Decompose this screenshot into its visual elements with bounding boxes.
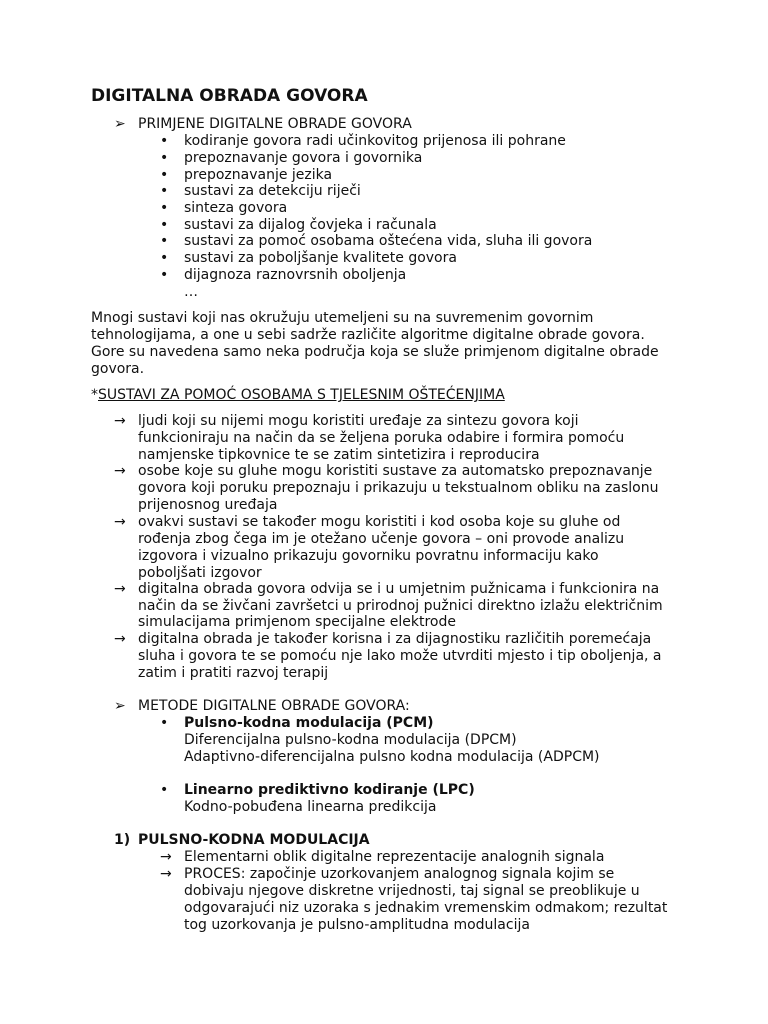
method-title-lpc: Linearno prediktivno kodiranje (LPC) (184, 782, 475, 798)
section-heading-applications: PRIMJENE DIGITALNE OBRADE GOVORA (138, 116, 412, 132)
list-item-line: izgovora i vizualno prikazuju govorniku povratnu informaciju kako (138, 548, 599, 564)
section-marker: ➢ (114, 698, 126, 714)
bullet: • (160, 233, 169, 249)
list-item-line: zatim i pratiti razvoj terapij (138, 665, 329, 681)
section-heading-methods: METODE DIGITALNE OBRADE GOVORA: (138, 698, 410, 714)
list-item-line: Elementarni oblik digitalne reprezentacije analognih signala (184, 849, 605, 865)
arrow-icon: → (114, 514, 126, 530)
method-subitem: Kodno-pobuđena linearna predikcija (184, 799, 437, 815)
section-heading-assistive (91, 387, 505, 404)
list-item-line: digitalna obrada je također korisna i za dijagnostiku različitih poremećaja (138, 631, 652, 647)
list-item-line: namjenske tipkovnice te se zatim sintetizira i reproducira (138, 447, 540, 463)
paragraph-line: govora. (91, 361, 145, 377)
list-item-line: prijenosnog uređaja (138, 497, 278, 513)
list-item-line: način da se živčani završetci u prirodnoj pužnici direktno izlažu električnim (138, 598, 663, 614)
list-item: kodiranje govora radi učinkovitog prijenosa ili pohrane (184, 133, 566, 149)
bullet: • (160, 200, 169, 216)
heading-text: SUSTAVI ZA POMOĆ OSOBAMA S TJELESNIM OŠTEĆENJIMA (98, 387, 505, 403)
list-item-line: funkcioniraju na način da se željena poruka odabire i formira pomoću (138, 430, 625, 446)
bullet: • (160, 167, 169, 183)
bullet: • (160, 183, 169, 199)
list-item: sinteza govora (184, 200, 288, 216)
list-item: sustavi za detekciju riječi (184, 183, 361, 199)
document-title: DIGITALNA OBRADA GOVORA (91, 86, 368, 106)
list-ellipsis: … (184, 284, 198, 300)
list-item-line: PROCES: započinje uzorkovanjem analognog signala kojim se (184, 866, 615, 882)
arrow-icon: → (114, 581, 126, 597)
list-item: prepoznavanje govora i govornika (184, 150, 423, 166)
bullet: • (160, 250, 169, 266)
list-item-line: govora koji poruku prepoznaju i prikazuju u tekstualnom obliku na zaslonu (138, 480, 659, 496)
list-item: dijagnoza raznovrsnih oboljenja (184, 267, 407, 283)
list-item-line: ovakvi sustavi se također mogu koristiti i kod osoba koje su gluhe od (138, 514, 621, 530)
list-item-line: ljudi koji su nijemi mogu koristiti uređaje za sintezu govora koji (138, 413, 579, 429)
list-item: sustavi za poboljšanje kvalitete govora (184, 250, 457, 266)
list-item-line: rođenja zbog čega im je otežano učenje govora – oni provode analizu (138, 531, 625, 547)
asterisk: * (91, 387, 98, 403)
bullet: • (160, 267, 169, 283)
list-item: sustavi za pomoć osobama oštećena vida, sluha ili govora (184, 233, 593, 249)
paragraph-line: Mnogi sustavi koji nas okružuju utemeljeni su na suvremenim govornim (91, 310, 594, 326)
method-title-pcm: Pulsno-kodna modulacija (PCM) (184, 715, 434, 731)
arrow-icon: → (114, 631, 126, 647)
arrow-icon: → (160, 866, 172, 882)
section-heading-pcm: PULSNO-KODNA MODULACIJA (138, 832, 370, 848)
bullet: • (160, 133, 169, 149)
list-item-line: osobe koje su gluhe mogu koristiti sustave za automatsko prepoznavanje (138, 463, 653, 479)
list-item: sustavi za dijalog čovjeka i računala (184, 217, 437, 233)
paragraph-line: tehnologijama, a one u sebi sadrže različite algoritme digitalne obrade govora. (91, 327, 645, 343)
list-item-line: tog uzorkovanja je pulsno-amplitudna modulacija (184, 917, 530, 933)
arrow-icon: → (114, 413, 126, 429)
section-marker: ➢ (114, 116, 126, 132)
section-number: 1) (114, 832, 131, 848)
list-item-line: digitalna obrada govora odvija se i u umjetnim pužnicama i funkcionira na (138, 581, 660, 597)
list-item-line: odgovarajući niz uzoraka s jednakim vremenskim odmakom; rezultat (184, 900, 668, 916)
list-item-line: simulacijama primjenom specijalne elektrode (138, 614, 456, 630)
bullet: • (160, 150, 169, 166)
method-subitem: Diferencijalna pulsno-kodna modulacija (DPCM) (184, 732, 517, 748)
list-item-line: dobivaju njegove diskretne vrijednosti, taj signal se preoblikuje u (184, 883, 640, 899)
method-subitem: Adaptivno-diferencijalna pulsno kodna modulacija (ADPCM) (184, 749, 600, 765)
list-item-line: poboljšati izgovor (138, 565, 262, 581)
bullet: • (160, 217, 169, 233)
bullet: • (160, 715, 169, 731)
bullet: • (160, 782, 169, 798)
list-item-line: sluha i govora te se pomoću nje lako može utvrditi mjesto i tip oboljenja, a (138, 648, 662, 664)
list-item: prepoznavanje jezika (184, 167, 333, 183)
paragraph-line: Gore su navedena samo neka područja koja se služe primjenom digitalne obrade (91, 344, 659, 360)
arrow-icon: → (160, 849, 172, 865)
arrow-icon: → (114, 463, 126, 479)
